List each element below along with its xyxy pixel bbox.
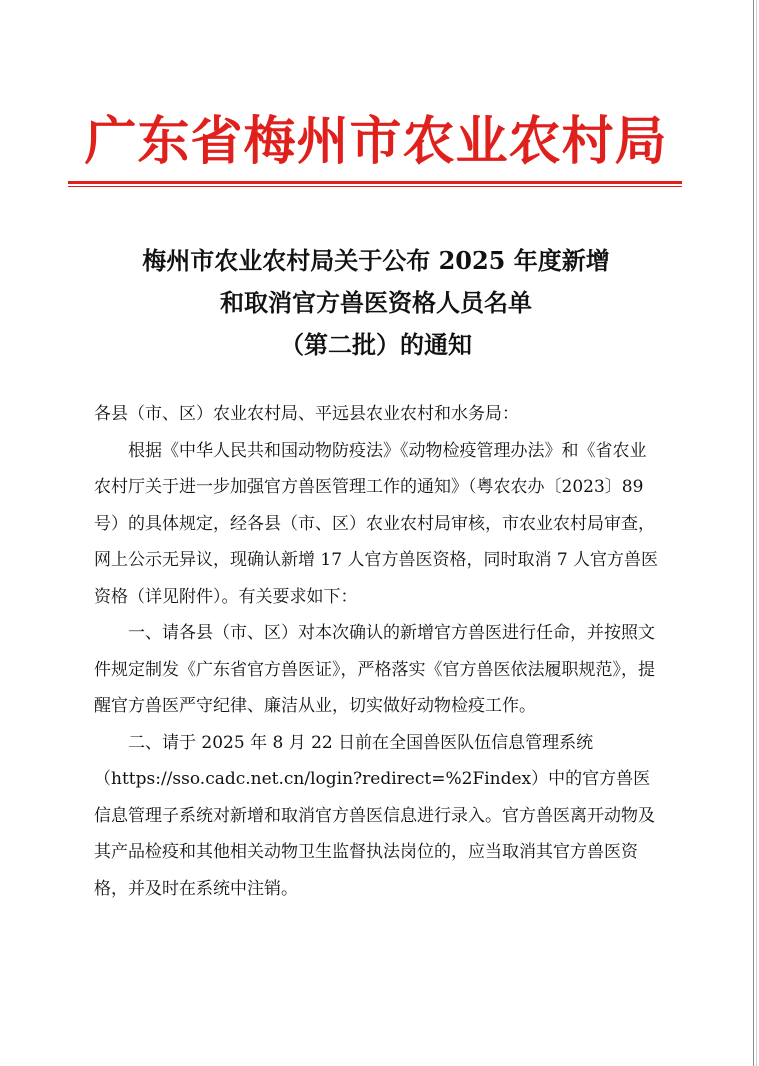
paragraph-requirement-1: 一、请各县（市、区）对本次确认的新增官方兽医进行任命，并按照文件规定制发《广东省官方兽医证》，严格落实《官方兽医依法履职规范》，提醒官方兽医严守纪律、廉洁从业，切实做好动物检疫工作。 (94, 623, 655, 716)
title-line-1: 梅州市农业农村局关于公布 2025 年度新增 (142, 246, 610, 275)
paragraph-basis: 根据《中华人民共和国动物防疫法》《动物检疫管理办法》和《省农业农村厅关于进一步加强官方兽医管理工作的通知》（粤农农办〔2023〕89 号）的具体规定，经各县（市、区）农业农村局审核，市农业农村局审查，网上公示无异议，现确认新增 17 人官方兽医资格，同时取消 7 人官方兽医资格（详见附件）。有关要求如下： (94, 440, 659, 607)
document-title (0, 240, 752, 366)
header-red-rule-thick (68, 181, 682, 184)
title-line-2: 和取消官方兽医资格人员名单 (220, 288, 532, 317)
issuing-authority-header: 广东省梅州市农业农村局 (84, 112, 668, 172)
document-body (94, 396, 662, 907)
page-border-shadow (756, 0, 757, 1066)
page-border (753, 0, 754, 1066)
salutation: 各县（市、区）农业农村局、平远县农业农村和水务局： (94, 404, 519, 424)
title-line-3: （第二批）的通知 (280, 330, 472, 359)
paragraph-requirement-2: 二、请于 2025 年 8 月 22 日前在全国兽医队伍信息管理系统（https://sso.cadc.net.cn/login?redirect=%2Findex）中的官方兽医信息管理子系统对新增和取消官方兽医信息进行录入。官方兽医离开动物及其产品检疫和其他相关动物卫生监督执法岗位的，应当取消其官方兽医资格，并及时在系统中注销。 (94, 732, 655, 899)
header-red-rule-thin (68, 186, 682, 187)
